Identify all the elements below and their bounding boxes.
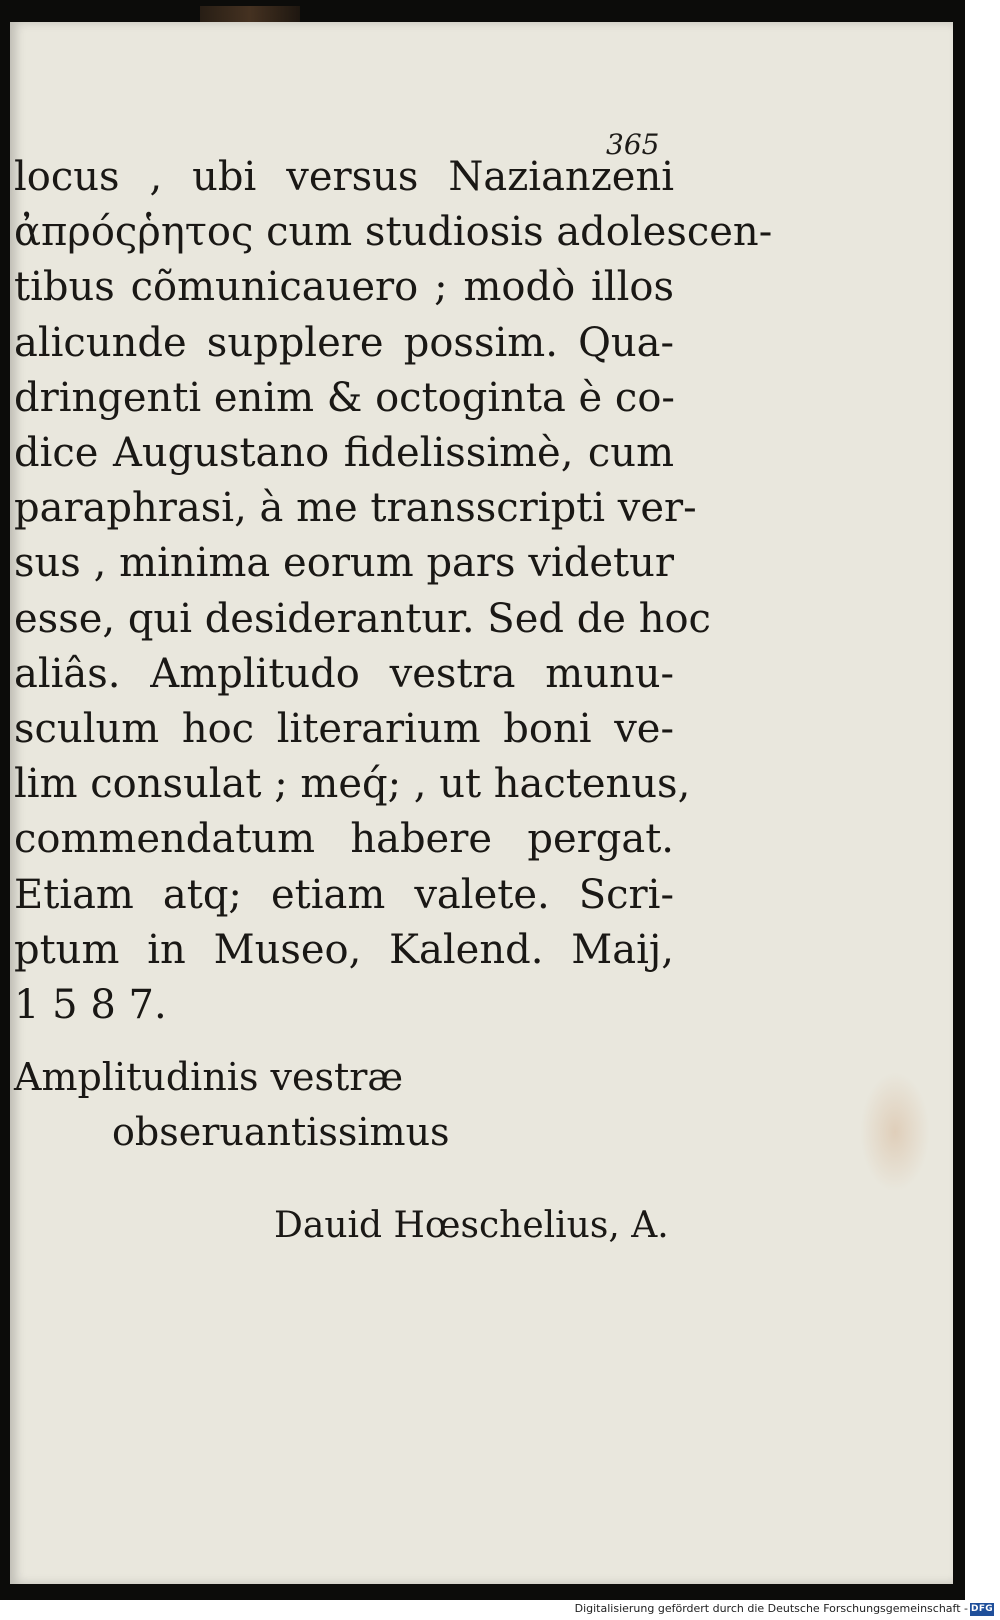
text-line: sculum hoc literarium boni ve-: [14, 706, 674, 753]
text-line: aliâs. Amplitudo vestra munu-: [14, 650, 674, 697]
text-line: alicunde supplere possim. Qua-: [14, 319, 674, 366]
text-line: dice Augustano fidelissimè, cum: [14, 430, 674, 477]
text-line: esse, qui desiderantur. Sed de hoc: [14, 595, 711, 642]
closing-salutation: Amplitudinis vestræ: [14, 1055, 404, 1099]
text-line: Etiam atq; etiam valete. Scri-: [14, 871, 674, 918]
text-line: ἀπρόςῥητος cum studiosis adolescen-: [14, 209, 773, 256]
date-line: 1 5 8 7.: [14, 982, 167, 1029]
signature: Dauid Hœschelius, A.: [274, 1205, 669, 1246]
text-line: commendatum habere pergat.: [14, 816, 674, 863]
paper-stain: [860, 1072, 930, 1192]
digitization-credit: Digitalisierung gefördert durch die Deutsche Forschungsgemeinschaft -: [574, 1602, 968, 1615]
text-line: lim consulat ; meq́; , ut hactenus,: [14, 761, 691, 808]
closing-salutation-continued: obseruantissimus: [112, 1110, 450, 1154]
text-line: ptum in Museo, Kalend. Maij,: [14, 926, 674, 973]
text-line: paraphrasi, à me transscripti ver-: [14, 485, 697, 532]
text-line: tibus cõmunicauero ; modò illos: [14, 264, 674, 311]
text-line: locus , ubi versus Nazianzeni: [14, 154, 674, 200]
text-line: sus , minima eorum pars videtur: [14, 540, 674, 587]
page-number: 365: [606, 128, 660, 161]
text-line: dringenti enim & octoginta è co-: [14, 374, 675, 421]
body-text: [14, 150, 773, 1033]
dfg-logo: DFG: [971, 1604, 993, 1614]
